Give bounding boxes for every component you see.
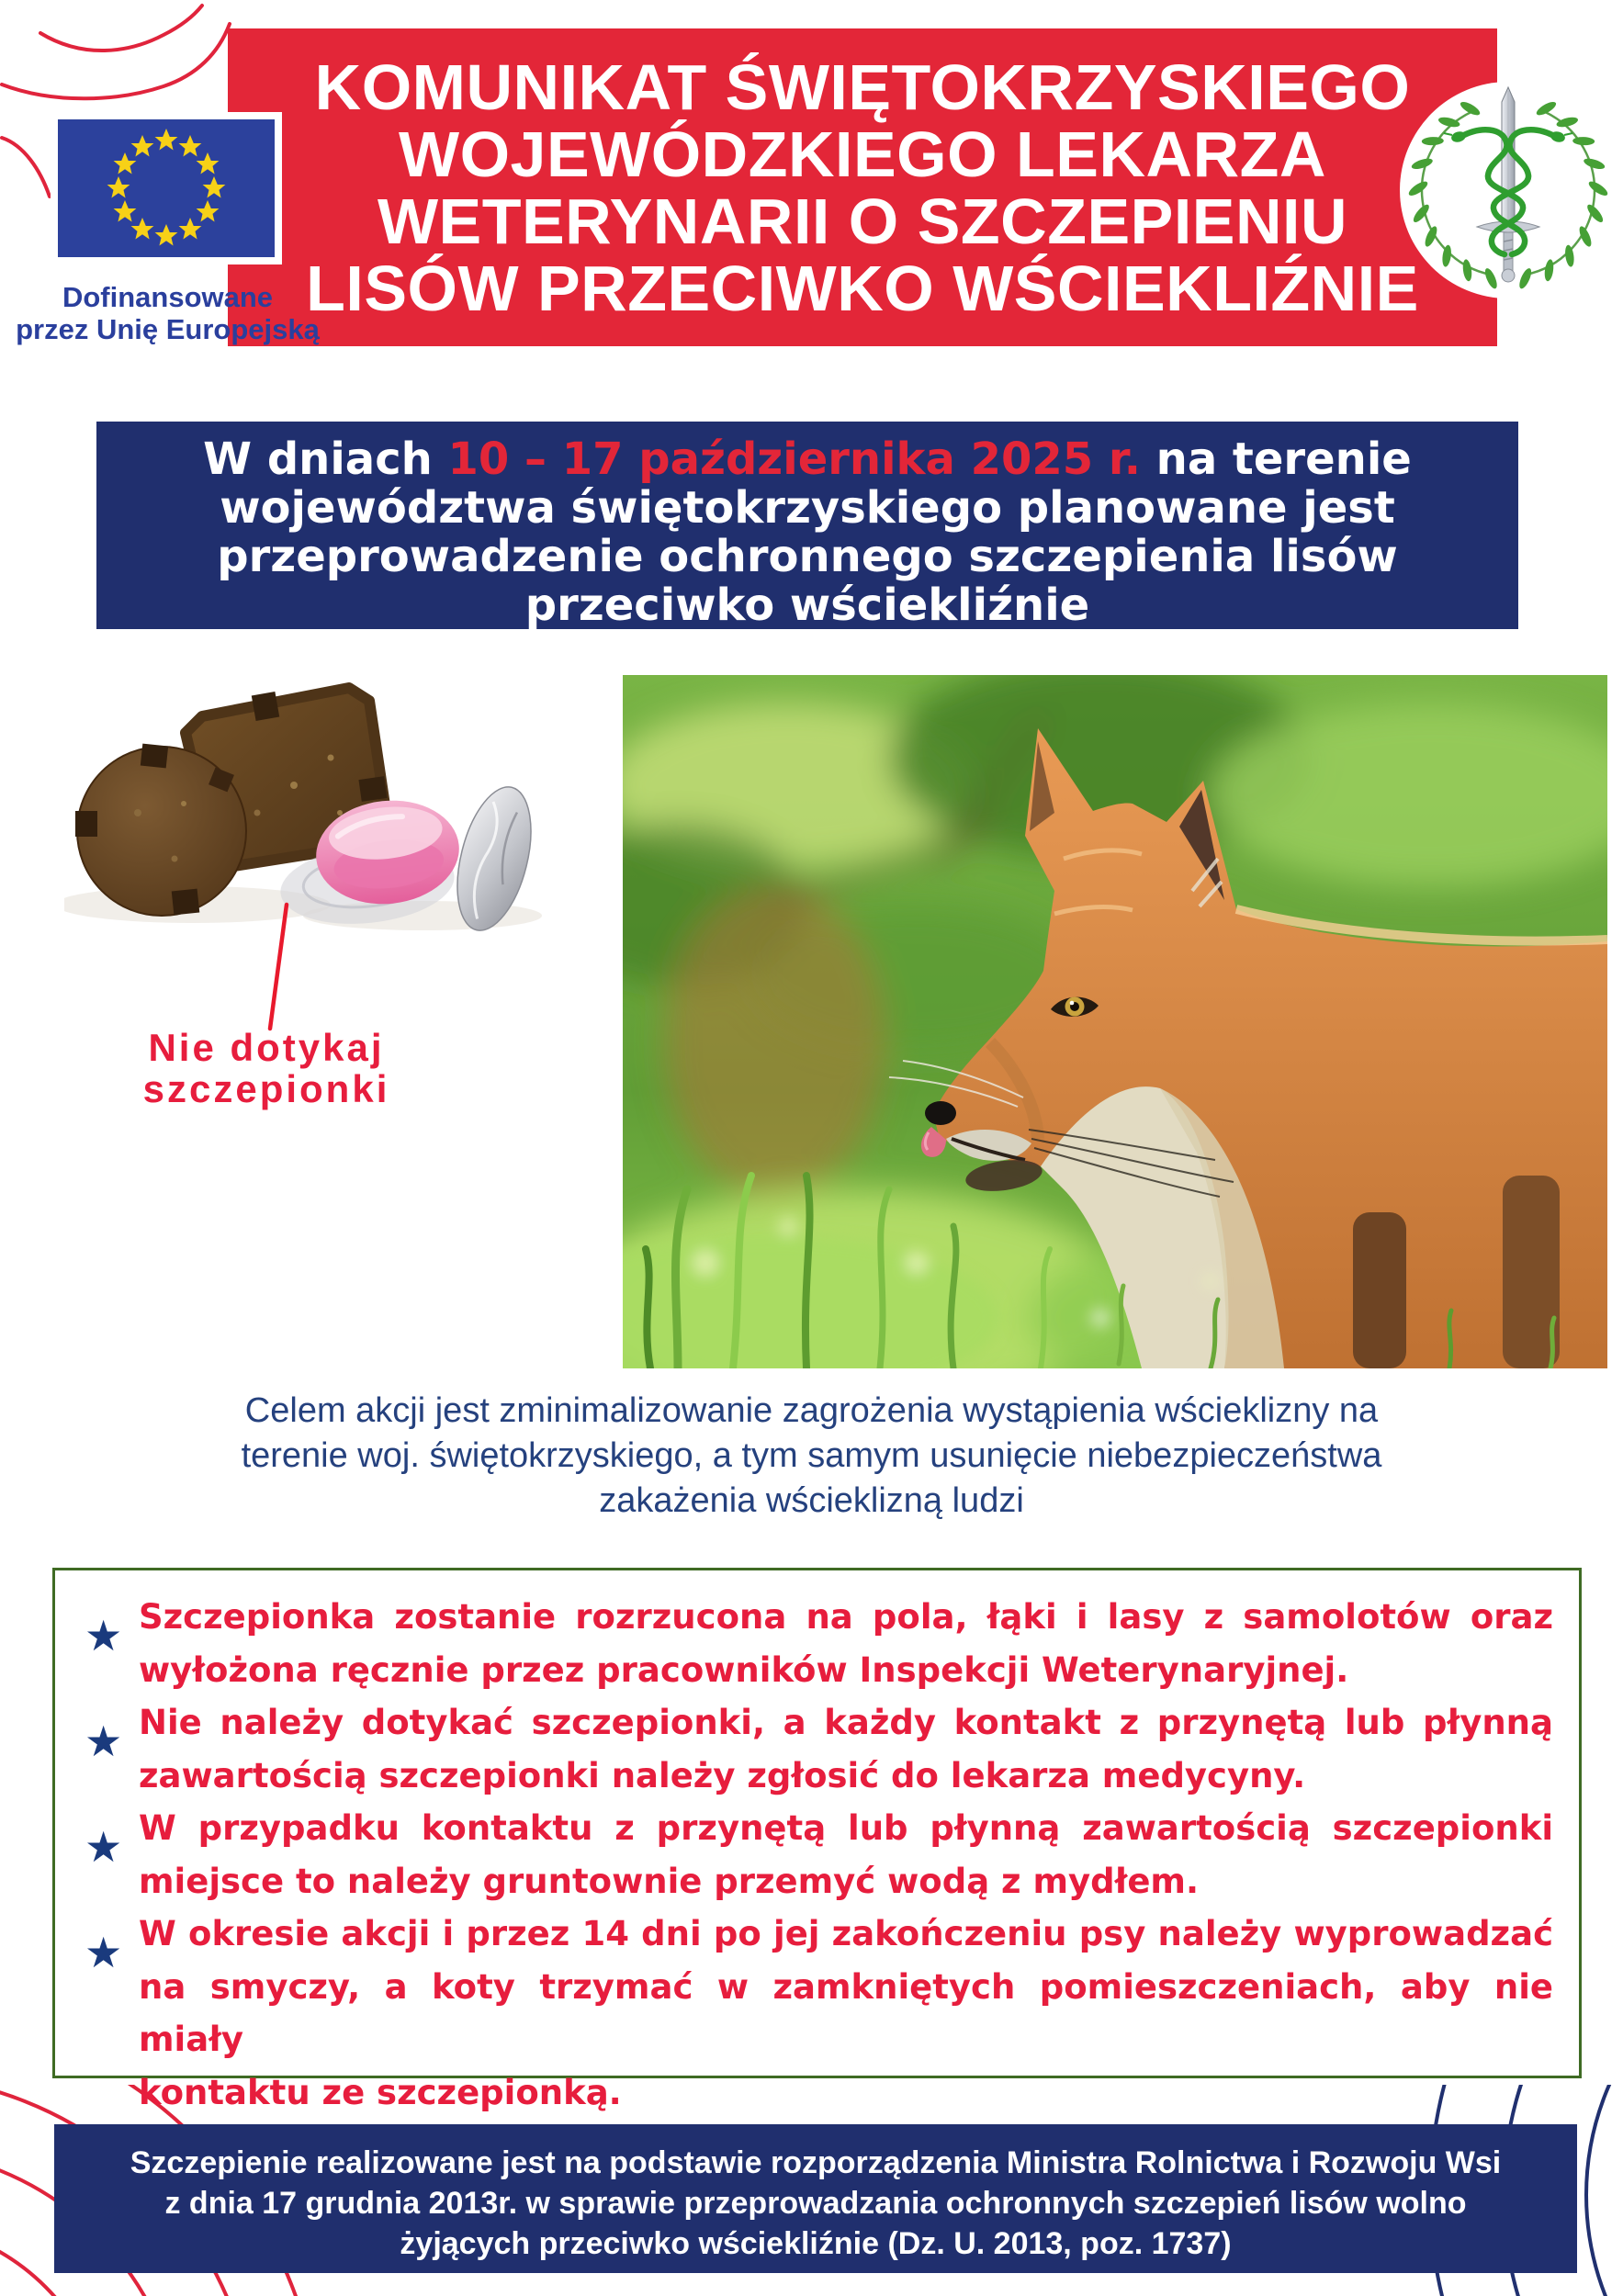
eu-funding-label-line: Dofinansowane bbox=[62, 281, 274, 313]
goal-line: zakażenia wścieklizną ludzi bbox=[599, 1481, 1024, 1520]
date-lead: W dniach bbox=[203, 433, 433, 485]
goal-line: terenie woj. świętokrzyskiego, a tym samym usunięcie niebezpieczeństwa bbox=[241, 1436, 1382, 1475]
bait-callout-line bbox=[262, 898, 299, 1036]
page-title-line: KOMUNIKAT ŚWIĘTOKRZYSKIEGO bbox=[314, 51, 1411, 123]
header-banner bbox=[228, 28, 1497, 346]
instructions-box bbox=[52, 1568, 1582, 2112]
eu-funding-label-line: przez Unię Europejską bbox=[16, 313, 320, 345]
bullet-line: miejsce to należy gruntownie przemyć wodą z mydłem. bbox=[139, 1861, 1200, 1901]
star-bullet-icon: ★ bbox=[85, 1612, 123, 1660]
date-box-line1 bbox=[96, 435, 1518, 484]
bullet-text bbox=[139, 1908, 1553, 2119]
page-title-line: WOJEWÓDZKIEGO LEKARZA bbox=[399, 118, 1326, 190]
date-box-line2: województwa świętokrzyskiego planowane jest bbox=[220, 482, 1395, 534]
bullet-line: wyłożona ręcznie przez pracowników Inspekcji Weterynaryjnej. bbox=[139, 1649, 1349, 1690]
bullet-text bbox=[139, 1591, 1553, 1696]
date-tail: na terenie bbox=[1155, 433, 1412, 485]
bullet-line: Szczepionka zostanie rozrzucona na pola, łąki i lasy z samolotów oraz bbox=[139, 1597, 1553, 1637]
legal-footer-line: żyjących przeciwko wściekliźnie (Dz. U. 2013, poz. 1737) bbox=[400, 2226, 1232, 2261]
bullet-line: W przypadku kontaktu z przynętą lub płynną zawartością szczepionki bbox=[139, 1808, 1553, 1848]
bullet-line: Nie należy dotykać szczepionki, a każdy kontakt z przynętą lub płynną bbox=[139, 1703, 1553, 1742]
bullet-text bbox=[139, 1802, 1553, 1908]
fox-photo bbox=[623, 675, 1607, 1368]
campaign-goal-paragraph bbox=[92, 1389, 1531, 1524]
bullet-text bbox=[139, 1696, 1553, 1802]
date-box-line4: przeciwko wściekliźnie bbox=[524, 580, 1090, 631]
eu-flag-icon bbox=[51, 112, 282, 264]
date-box-line3: przeprowadzenie ochronnego szczepienia lisów bbox=[217, 531, 1398, 582]
goal-line: Celem akcji jest zminimalizowanie zagrożenia wystąpienia wścieklizny na bbox=[244, 1391, 1379, 1430]
legal-footer bbox=[54, 2124, 1577, 2273]
star-bullet-icon: ★ bbox=[85, 1929, 123, 1976]
vaccine-bait-photo bbox=[64, 675, 542, 951]
legal-footer-line: Szczepienie realizowane jest na podstawie rozporządzenia Ministra Rolnictwa i Rozwoju Wsi bbox=[130, 2145, 1502, 2180]
page-title-line: WETERYNARII O SZCZEPIENIU bbox=[377, 186, 1348, 257]
veterinary-emblem-icon bbox=[1398, 80, 1618, 300]
announcement-date-box bbox=[96, 422, 1518, 629]
warning-line: szczepionki bbox=[142, 1067, 390, 1110]
page-title bbox=[228, 28, 1497, 322]
warning-line: Nie dotykaj bbox=[148, 1026, 385, 1069]
star-bullet-icon: ★ bbox=[85, 1823, 123, 1871]
do-not-touch-warning bbox=[55, 1027, 478, 1109]
bullet-line: kontaktu ze szczepionką. bbox=[139, 2072, 622, 2112]
date-range-highlight: 10 – 17 października 2025 r. bbox=[447, 433, 1141, 485]
star-bullet-icon: ★ bbox=[85, 1717, 123, 1765]
eu-funding-label bbox=[0, 281, 335, 345]
list-item bbox=[55, 1802, 1579, 1908]
bullet-line: na smyczy, a koty trzymać w zamkniętych pomieszczeniach, aby nie miały bbox=[139, 1966, 1553, 2059]
bullet-line: zawartością szczepionki należy zgłosić do lekarza medycyny. bbox=[139, 1755, 1306, 1795]
list-item bbox=[55, 1908, 1579, 2119]
page-title-line: LISÓW PRZECIWKO WŚCIEKLIŹNIE bbox=[306, 253, 1419, 324]
list-item bbox=[55, 1591, 1579, 1696]
bullet-line: W okresie akcji i przez 14 dni po jej zakończeniu psy należy wyprowadzać bbox=[139, 1914, 1553, 1953]
legal-footer-line: z dnia 17 grudnia 2013r. w sprawie przeprowadzania ochronnych szczepień lisów wolno bbox=[164, 2186, 1467, 2221]
list-item bbox=[55, 1696, 1579, 1802]
